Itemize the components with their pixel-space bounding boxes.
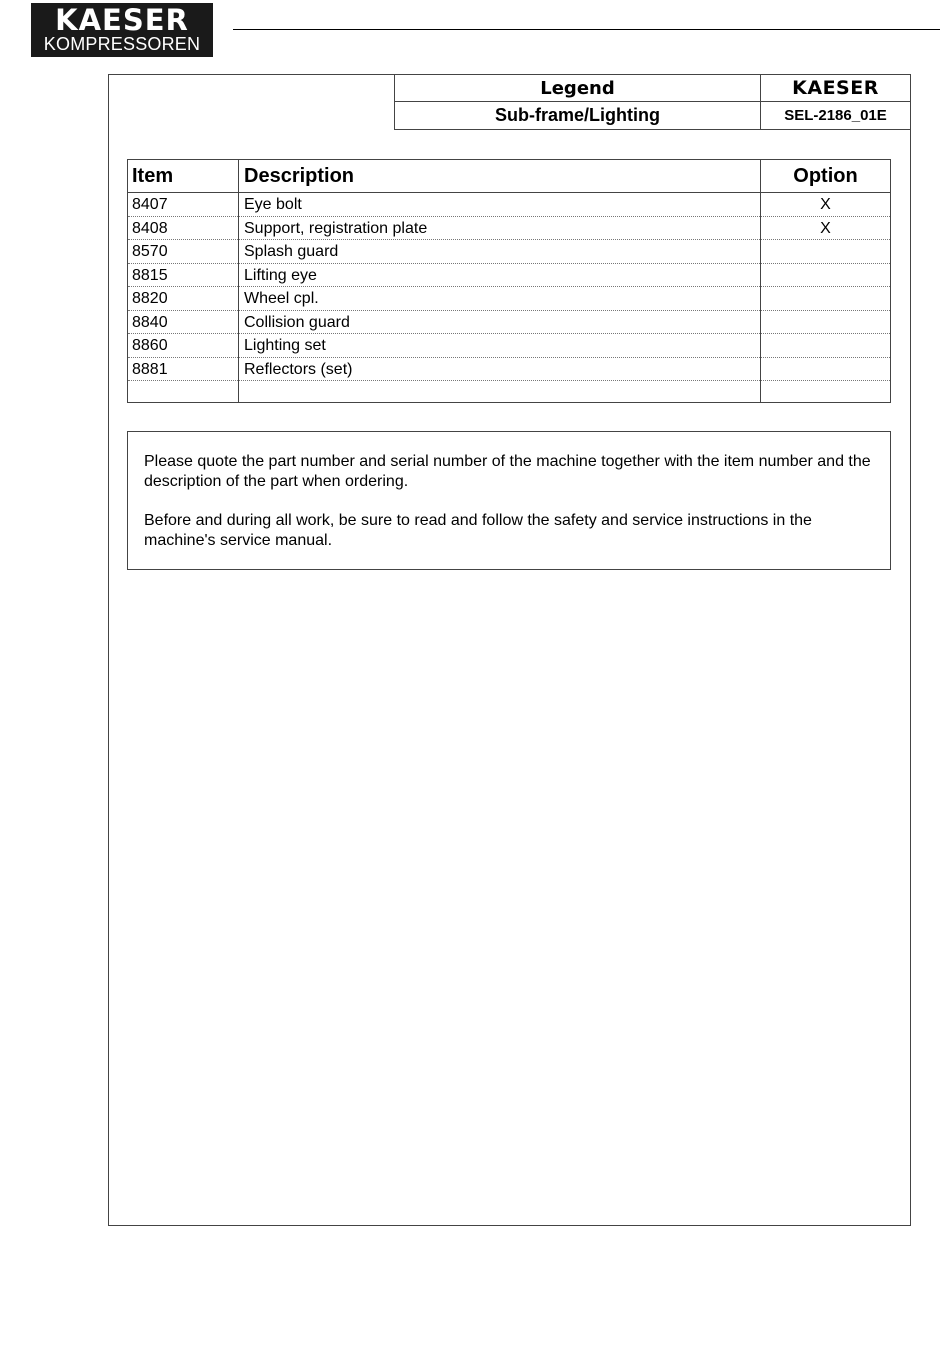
ordering-notes bbox=[127, 431, 891, 570]
table-row bbox=[128, 193, 890, 217]
item-description: Collision guard bbox=[244, 313, 350, 331]
note-ordering: Please quote the part number and serial number of the machine together with the item number and the description of the part when ordering. bbox=[144, 453, 871, 490]
table-row bbox=[128, 381, 890, 405]
item-option: X bbox=[820, 196, 831, 213]
logo-wordmark: KAESER bbox=[55, 3, 189, 37]
header-option: Option bbox=[793, 165, 858, 187]
item-option: X bbox=[820, 219, 831, 237]
legend-table bbox=[127, 159, 891, 403]
kaeser-logo bbox=[31, 3, 213, 57]
item-number: 8860 bbox=[132, 337, 168, 354]
header-description: Description bbox=[244, 165, 355, 187]
table-row bbox=[128, 334, 890, 358]
table-row bbox=[128, 287, 890, 311]
item-description: Support, registration plate bbox=[244, 219, 428, 237]
item-number: 8820 bbox=[132, 290, 168, 307]
table-row bbox=[128, 358, 890, 382]
title-brand: KAESER bbox=[761, 75, 910, 102]
item-number: 8407 bbox=[132, 196, 168, 213]
item-number: 8815 bbox=[132, 266, 168, 284]
note-safety: Before and during all work, be sure to read and follow the safety and service instructions in the machine's service manual. bbox=[144, 512, 812, 549]
table-row bbox=[128, 311, 890, 335]
table-row bbox=[128, 217, 890, 241]
title-block bbox=[394, 74, 911, 130]
item-number: 8881 bbox=[132, 360, 168, 378]
item-description: Lighting set bbox=[244, 337, 326, 354]
header-item: Item bbox=[132, 165, 174, 187]
item-description: Wheel cpl. bbox=[244, 290, 319, 307]
item-number: 8840 bbox=[132, 313, 168, 331]
header-rule bbox=[233, 29, 940, 30]
title-legend: Legend bbox=[395, 75, 761, 102]
item-description: Splash guard bbox=[244, 243, 339, 260]
table-row bbox=[128, 264, 890, 288]
document-code: SEL-2186_01E bbox=[784, 107, 887, 124]
title-subtitle: Sub-frame/Lighting bbox=[395, 102, 761, 129]
item-description: Eye bolt bbox=[244, 196, 302, 213]
table-row bbox=[128, 240, 890, 264]
logo-subtitle: KOMPRESSOREN bbox=[43, 34, 201, 54]
item-number: 8570 bbox=[132, 243, 168, 260]
item-description: Reflectors (set) bbox=[244, 360, 353, 378]
item-number: 8408 bbox=[132, 219, 168, 237]
item-description: Lifting eye bbox=[244, 266, 317, 284]
